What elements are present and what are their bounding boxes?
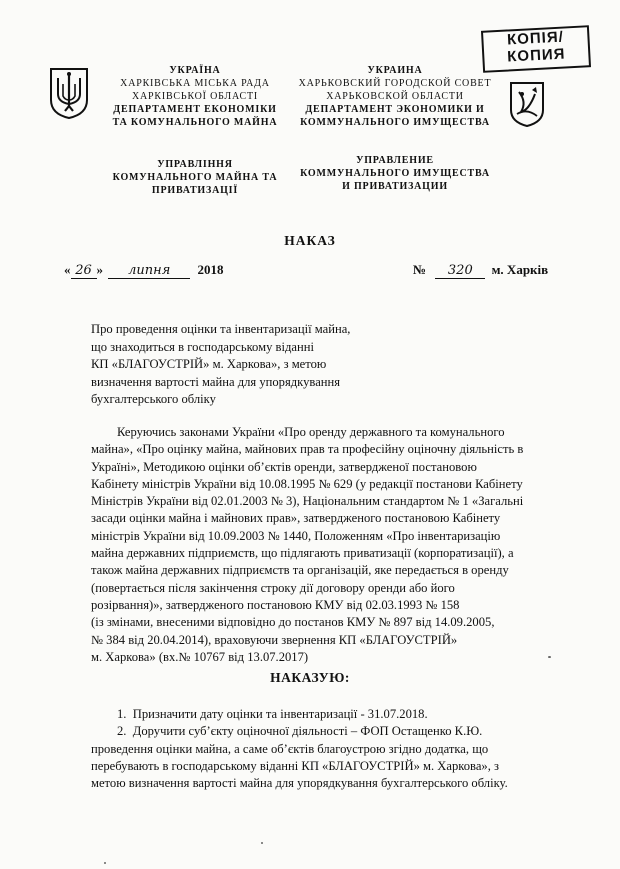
date-open-quote: « [64, 262, 71, 277]
body-line-12: (із змінами, внесеними відповідно до постанов КМУ № 897 від 14.09.2005, [91, 615, 495, 630]
item-2-line-3: перебувають в господарському віданні КП «БЛАГОУСТРІЙ» м. Харкова», з [91, 758, 499, 773]
right-council-2: ХАРЬКОВСКОЙ ОБЛАСТИ [326, 91, 464, 102]
right-unit-1: УПРАВЛЕНИЕ [356, 155, 434, 166]
subject-line-1: Про проведення оцінки та інвентаризації майна, [91, 322, 351, 336]
date-close-quote: » [96, 262, 103, 277]
order-subject [91, 321, 371, 409]
right-header [290, 64, 500, 129]
left-unit-3: ПРИВАТИЗАЦІЇ [151, 185, 239, 196]
body-line-11: розірвання)», затвердженого постановою КМУ від 02.03.1993 № 158 [91, 597, 460, 612]
body-line-2: майна», «Про оцінку майна, майнових прав та професійну оціночну діяльність в [91, 442, 524, 457]
subject-line-2: що знаходиться в господарському віданні [91, 339, 314, 354]
item-2-number: 2. [117, 724, 127, 739]
scan-speck [548, 656, 551, 658]
right-department-2: КОММУНАЛЬНОГО ИМУЩЕСТВА [300, 117, 490, 128]
stamp-line-1: КОПІЯ/ [506, 28, 565, 49]
left-council-1: ХАРКІВСЬКА МІСЬКА РАДА [120, 78, 270, 89]
date-day: 26 [71, 263, 97, 279]
body-line-13: № 384 від 20.04.2014), враховуючи звернення КП «БЛАГОУСТРІЙ» [91, 632, 458, 647]
number-city: м. Харків [491, 262, 549, 277]
body-line-9: також майна державних підприємств та організацій, яке передається в оренду [91, 563, 509, 578]
item-1 [91, 706, 558, 723]
order-date [64, 262, 224, 279]
left-department-1: ДЕПАРТАМЕНТ ЕКОНОМІКИ [113, 104, 277, 115]
number-value: 320 [435, 263, 485, 279]
subject-line-3: КП «БЛАГОУСТРІЙ» м. Харкова», з метою [91, 357, 327, 371]
body-line-7: міністрів України від 10.09.2003 № 1440, Положенням «Про інвентаризацію [91, 528, 501, 543]
body-line-6: засади оцінки майна і майнових прав», затвердженого постановою Кабінету [91, 511, 501, 526]
stamp-line-2: КОПИЯ [506, 45, 566, 66]
right-department-1: ДЕПАРТАМЕНТ ЭКОНОМИКИ И [305, 104, 485, 115]
body-line-1: Керуючись законами України «Про оренду державного та комунального [117, 425, 505, 439]
date-month: липня [108, 263, 190, 279]
body-line-4: Кабінету міністрів України від 10.08.1995 № 629 (у редакції постанови Кабінету [91, 476, 523, 491]
item-2-line-1-row [91, 723, 558, 740]
left-department-2: ТА КОМУНАЛЬНОГО МАЙНА [112, 117, 278, 128]
left-country: УКРАЇНА [169, 65, 221, 76]
item-2-line-1: Доручити суб’єкту оціночної діяльності – ФОП Остащенко К.Ю. [132, 724, 483, 739]
right-council-1: ХАРЬКОВСКИЙ ГОРОДСКОЙ СОВЕТ [298, 78, 492, 89]
subject-line-5: бухгалтерського обліку [91, 392, 216, 406]
left-unit-1: УПРАВЛІННЯ [157, 159, 233, 170]
order-items [91, 706, 558, 792]
number-label: № [413, 262, 427, 277]
date-year: 2018 [197, 262, 224, 277]
body-line-5: Міністрів України від 02.01.2003 № 3), Національним стандартом № 1 «Загальні [91, 494, 524, 509]
command-heading: НАКАЗУЮ: [270, 670, 350, 685]
body-line-10: (повертається після закінчення строку дії договору оренди або його [91, 580, 455, 595]
right-subheader [290, 154, 500, 193]
ukraine-coat-of-arms-icon [48, 66, 90, 120]
right-unit-2: КОММУНАЛЬНОГО ИМУЩЕСТВА [300, 168, 490, 179]
body-line-8: майна державних підприємств, що підлягають приватизації (корпоратизації), а [91, 546, 514, 561]
item-1-number: 1. [117, 707, 127, 721]
item-2-line-4: метою визначення вартості майна для упорядкування бухгалтерського обліку. [91, 776, 508, 791]
item-2-line-2: проведення оцінки майна, а саме об’єктів благоустрою згідно додатка, що [91, 741, 489, 756]
body-line-3: Україні», Методикою оцінки об’єктів оренди, затвердженої постановою [91, 459, 477, 474]
right-unit-3: И ПРИВАТИЗАЦИИ [342, 181, 448, 192]
preamble-paragraph [91, 424, 558, 666]
left-subheader [92, 158, 298, 197]
scan-speck [104, 862, 106, 864]
left-council-2: ХАРКІВСЬКОЇ ОБЛАСТІ [131, 91, 259, 102]
document-title: НАКАЗ [284, 233, 336, 248]
kharkiv-city-emblem-icon [508, 80, 546, 128]
order-number [413, 262, 548, 279]
item-1-line-1: Призначити дату оцінки та інвентаризації - 31.07.2018. [132, 707, 428, 721]
left-header [92, 64, 298, 129]
subject-line-4: визначення вартості майна для упорядкування [91, 374, 341, 389]
left-unit-2: КОМУНАЛЬНОГО МАЙНА ТА [112, 172, 278, 183]
right-country: УКРАИНА [367, 65, 423, 76]
body-line-14: м. Харкова» (вх.№ 10767 від 13.07.2017) [91, 649, 309, 664]
scan-speck [261, 842, 263, 844]
